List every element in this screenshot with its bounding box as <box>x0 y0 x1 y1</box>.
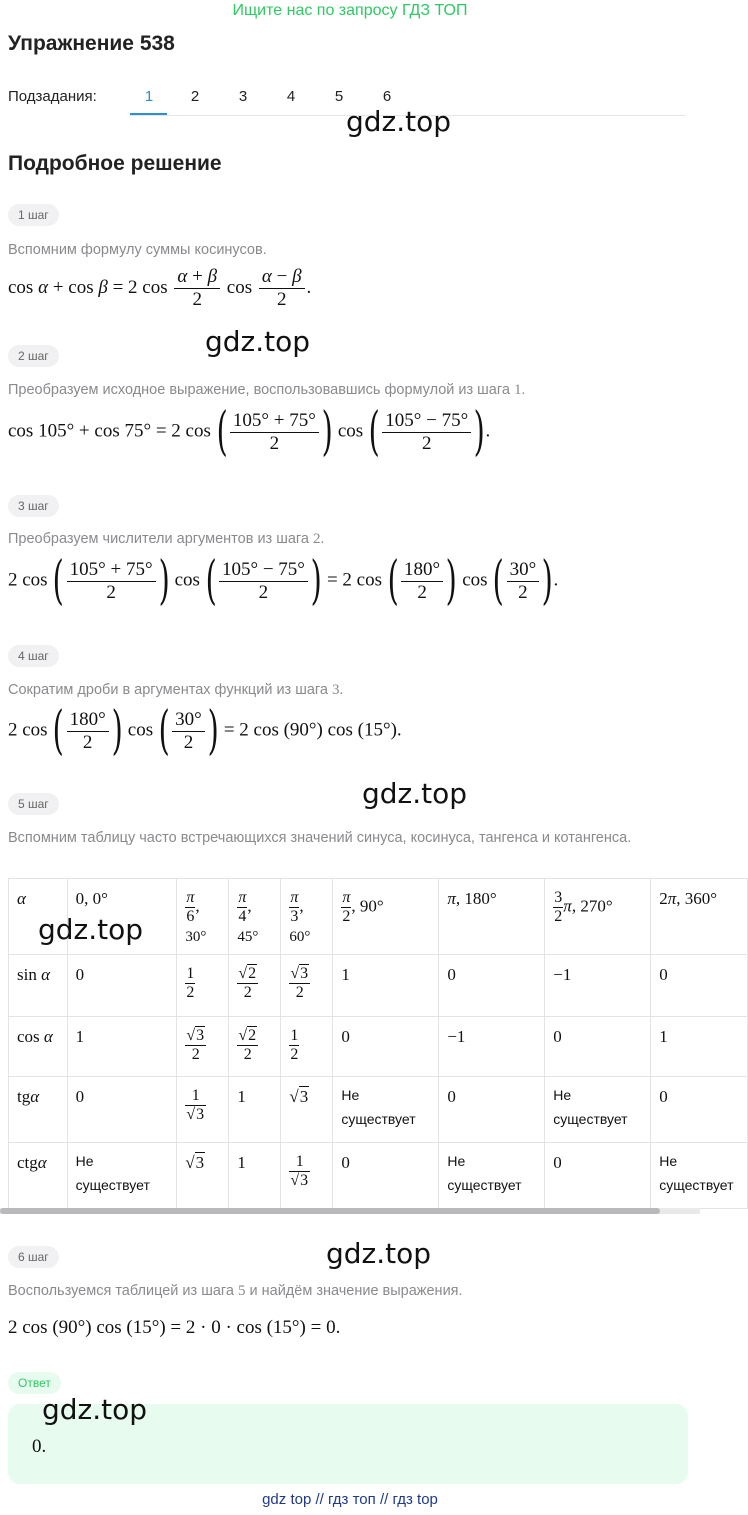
formula-step-4: 2 cos ( $\frac{180^\circ}{2}$ ) cos ( $\frac{30^\circ}{2}$ ) = 2 cos (90°) cos (15°). <box>8 701 402 761</box>
section-title: Подробное решение <box>8 152 222 175</box>
step-badge: 2 шаг <box>8 345 59 367</box>
step-badge: 4 шаг <box>8 645 59 667</box>
subtask-tab-6[interactable]: 6 <box>382 88 392 105</box>
footer-link[interactable]: гдз топ <box>328 1491 376 1508</box>
active-tab-indicator <box>130 113 167 115</box>
subtask-tab-3[interactable]: 3 <box>238 88 248 105</box>
footer-separator: // <box>379 1491 389 1508</box>
watermark: gdz.top <box>42 1393 148 1426</box>
subtask-tab-1[interactable]: 1 <box>144 88 154 105</box>
watermark: gdz.top <box>326 1237 432 1270</box>
footer-link[interactable]: gdz top <box>262 1491 312 1508</box>
step-description: Вспомним таблицу часто встречающихся значений синуса, косинуса, тангенса и котангенса. <box>8 830 632 846</box>
table-row: cos α 1 $\frac{√3}{2}$ $\frac{√2}{2}$ $\frac{1}{2}$ 0 −1 0 1 <box>9 1017 748 1077</box>
subtask-tab-4[interactable]: 4 <box>286 88 296 105</box>
watermark: gdz.top <box>38 913 144 946</box>
search-banner[interactable]: Ищите нас по запросу ГДЗ ТОП <box>232 2 468 19</box>
step-description: Преобразуем исходное выражение, воспользовавшись формулой из шага 1. <box>8 382 526 398</box>
watermark: gdz.top <box>346 105 452 138</box>
footer-link[interactable]: гдз top <box>392 1491 438 1508</box>
formula-step-2: cos 105° + cos 75° = 2 cos ( $\frac{105^\circ + 75^\circ}{2}$ ) cos ( $\frac{105^\circ - 75^\circ}{2}$ ). <box>8 402 491 462</box>
formula-step-1: cos α + cos β = 2 cos $\frac{\alpha + \beta}{2}$ cos $\frac{\alpha - \beta}{2}$ . <box>8 266 312 310</box>
subtasks-label: Подзадания: <box>8 88 97 105</box>
page-title: Упражнение 538 <box>8 32 175 55</box>
step-description: Вспомним формулу суммы косинусов. <box>8 242 267 258</box>
table-row: α 0, 0° $\frac{\pi}{6}$ , 30° $\frac{\pi}{4}$ , 45° $\frac{\pi}{3}$ , 60° $\frac{\pi}{2}$ , 90° π, 180° $\frac{3}{2}$ π, 270° 2π, 360° <box>9 879 748 955</box>
step-description: Сократим дроби в аргументах функций из шага 3. <box>8 682 344 698</box>
step-badge: 1 шаг <box>8 204 59 226</box>
step-badge: 5 шаг <box>8 793 59 815</box>
watermark: gdz.top <box>362 777 468 810</box>
footer-links <box>0 1491 700 1508</box>
table-row: ctgα Не существует √3 1 $\frac{1}{√3}$ 0 Не существует 0 Не существует <box>9 1143 748 1209</box>
formula-step-6: 2 cos (90°) cos (15°) = 2 · 0 · cos (15°) = 0. <box>8 1317 341 1338</box>
step-description: Преобразуем числители аргументов из шага 2. <box>8 531 325 547</box>
step-badge: 3 шаг <box>8 495 59 517</box>
footer-separator: // <box>315 1491 324 1508</box>
table-scrollbar-thumb[interactable] <box>0 1208 660 1214</box>
subtask-tab-5[interactable]: 5 <box>334 88 344 105</box>
answer-value: 0. <box>32 1436 47 1457</box>
step-badge: 6 шаг <box>8 1246 59 1268</box>
subtask-tab-2[interactable]: 2 <box>190 88 200 105</box>
step-description: Воспользуемся таблицей из шага 5 и найдём значение выражения. <box>8 1283 463 1299</box>
watermark: gdz.top <box>205 325 311 358</box>
table-row: sin α 0 $\frac{1}{2}$ $\frac{√2}{2}$ $\frac{√3}{2}$ 1 0 −1 0 <box>9 955 748 1017</box>
answer-badge: Ответ <box>8 1372 61 1394</box>
table-row: tgα 0 $\frac{1}{√3}$ 1 √3 Не существует 0 Не существует 0 <box>9 1077 748 1143</box>
formula-step-3: 2 cos ( $\frac{105^\circ + 75^\circ}{2}$ ) cos ( $\frac{105^\circ - 75^\circ}{2}$ ) = 2 cos ( $\frac{180^\circ}{2}$ ) cos ( $\frac{30^\circ}{2}$ ). <box>8 551 559 611</box>
